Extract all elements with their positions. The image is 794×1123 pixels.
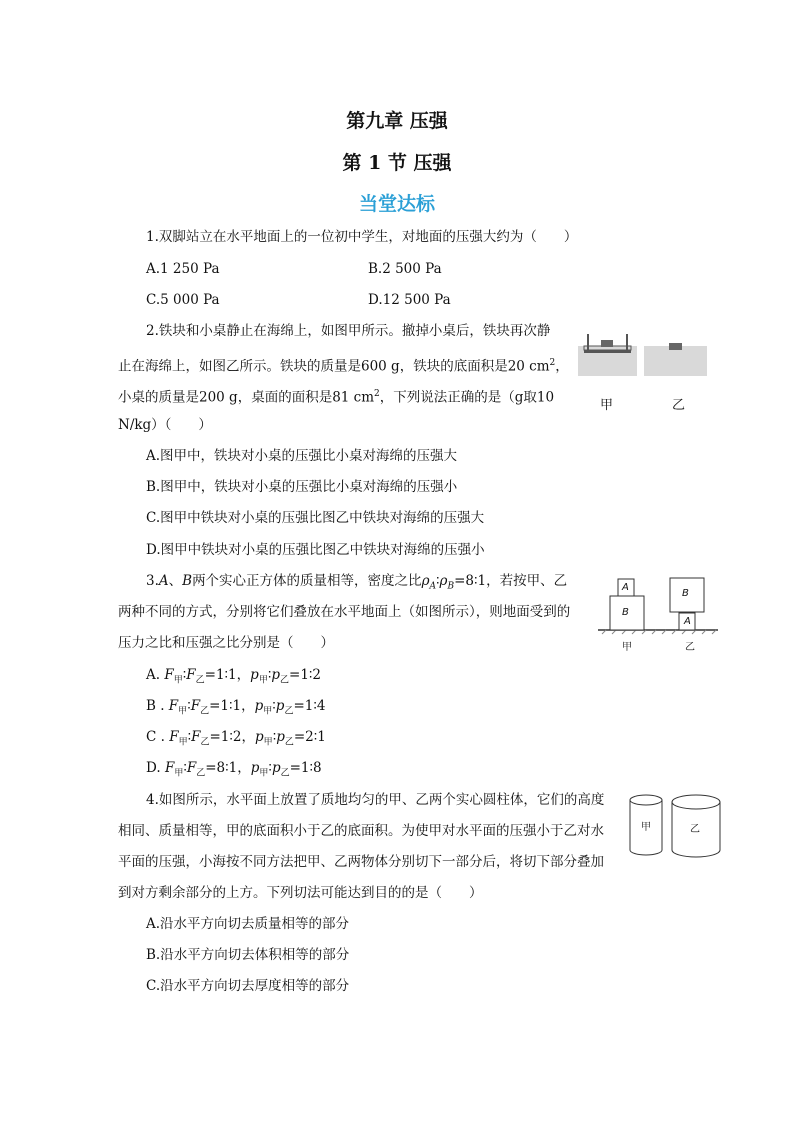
q2-stem-line-4: N/kg）（ ）	[118, 417, 212, 433]
q3-rho-b-sub: B	[447, 581, 455, 592]
q2-stem-line-2-tail: ，	[555, 358, 569, 375]
q3-option-c-colon1: ∶	[187, 729, 192, 745]
q1-stem: 1.双脚站立在水平地面上的一位初中学生，对地面的压强大约为（ ）	[146, 229, 578, 245]
q3-option-a	[146, 666, 321, 690]
q3-block-label-b-jia: B	[622, 607, 629, 618]
q3-option-b-colon1: ∶	[187, 698, 191, 714]
q3-figure	[596, 574, 720, 636]
q3-option-a-p2: p	[271, 667, 280, 683]
table-leg-right	[626, 334, 628, 350]
sponge-yi	[644, 346, 707, 376]
q3-option-a-sub-yi: 乙	[195, 675, 205, 686]
q3-option-d-f-ratio: =8∶1，	[205, 760, 251, 776]
q3-option-b-f1: F	[168, 698, 179, 714]
q3-option-b-sub-yi: 乙	[200, 706, 210, 717]
chapter-title: 第九章 压强	[346, 110, 448, 132]
q3-option-c-sub-jia: 甲	[178, 737, 188, 748]
q1-option-d: D.12 500 Pa	[368, 292, 451, 308]
q3-option-b-psub-yi: 乙	[284, 706, 294, 717]
q3-option-b-p-ratio: =1∶4	[293, 698, 326, 714]
q2-option-a: A.图甲中，铁块对小桌的压强比小桌对海绵的压强大	[146, 448, 458, 464]
q3-option-d-sub-yi: 乙	[196, 768, 206, 779]
q3-option-a-colon2: ∶	[267, 667, 272, 683]
q3-stem-text: 两个实心正方体的质量相等，密度之比	[192, 573, 422, 589]
q4-option-b: B.沿水平方向切去体积相等的部分	[146, 947, 350, 963]
q3-fig-label-jia: 甲	[622, 642, 632, 653]
q3-option-a-psub-yi: 乙	[280, 675, 290, 686]
q2-stem-line-1: 2.铁块和小桌静止在海绵上，如图甲所示。撤掉小桌后，铁块再次静	[146, 323, 551, 339]
q3-fig-label-yi: 乙	[685, 642, 695, 653]
q3-option-a-f2: F	[186, 667, 196, 683]
q3-option-d-colon1: ∶	[183, 760, 187, 776]
q3-option-d-p2: p	[271, 760, 281, 776]
q4-stem-line-3: 平面的压强，小海按不同方法把甲、乙两物体分别切下一部分后，将切下部分叠加	[118, 854, 604, 870]
q3-option-b-f-ratio: =1∶1，	[209, 698, 255, 714]
table-leg-left	[587, 334, 589, 350]
q2-fig-label-jia: 甲	[600, 398, 614, 413]
q3-option-d-f1: F	[164, 760, 175, 776]
q3-option-b-psub-jia: 甲	[263, 706, 273, 717]
q3-option-c-f-ratio: =1∶2，	[209, 729, 256, 745]
q1-option-a: A.1 250 Pa	[146, 261, 220, 277]
q3-option-b-f2: F	[190, 698, 201, 714]
q3-option-d-colon2: ∶	[268, 760, 272, 776]
q4-option-c: C.沿水平方向切去厚度相等的部分	[146, 978, 350, 994]
q3-stem-line-2: 两种不同的方式，分别将它们叠放在水平地面上（如图所示），则地面受到的	[118, 604, 571, 620]
q4-stem-line-1: 4.如图所示，水平面上放置了质地均匀的甲、乙两个实心圆柱体，它们的高度	[146, 792, 605, 808]
q3-option-a-sub-jia: 甲	[173, 675, 183, 686]
lesson-title: 第 1 节 压强	[342, 152, 452, 174]
q3-option-a-p1: p	[250, 667, 259, 683]
q3-option-c-p2: p	[276, 729, 285, 745]
q3-option-a-f-ratio: =1∶1，	[204, 667, 251, 683]
q3-option-c	[146, 728, 326, 752]
q3-option-b-sub-jia: 甲	[178, 706, 188, 717]
q2-sup-2: 2	[374, 389, 380, 399]
q3-option-c-sub-yi: 乙	[200, 737, 210, 748]
q3-option-d	[146, 759, 322, 783]
q3-rho-a: ρ	[421, 573, 430, 589]
q3-stem-line-1	[146, 572, 567, 596]
q3-option-c-psub-jia: 甲	[263, 737, 273, 748]
q4-stem-line-4: 到对方剩余部分的上方。下列切法可能达到目的的是（ ）	[118, 885, 483, 901]
q2-option-d: D.图甲中铁块对小桌的压强比图乙中铁块对海绵的压强小	[146, 542, 485, 558]
q3-option-d-f2: F	[186, 760, 197, 776]
q3-option-c-p-ratio: =2∶1	[293, 729, 326, 745]
q3-option-d-p1: p	[250, 760, 260, 776]
q3-num: 3.	[146, 573, 159, 589]
q2-figure	[576, 328, 710, 380]
q3-rho-b: ρ	[439, 573, 448, 589]
q2-stem-line-3-text: 小桌的质量是200 g，桌面的面积是81 cm	[118, 389, 375, 406]
q3-option-a-psub-jia: 甲	[258, 675, 268, 686]
q3-option-d-prefix: D.	[146, 760, 165, 776]
q4-fig-label-jia: 甲	[641, 822, 651, 833]
q3-sep: 、	[168, 573, 183, 589]
q3-option-b	[146, 697, 325, 721]
iron-block-yi	[669, 343, 682, 350]
q2-stem-line-2	[118, 354, 569, 376]
q3-option-c-prefix: C .	[146, 729, 170, 745]
q3-option-c-colon2: ∶	[272, 729, 277, 745]
q1-option-b: B.2 500 Pa	[368, 261, 442, 277]
q3-stem-line-3: 压力之比和压强之比分别是（ ）	[118, 635, 334, 651]
q3-block-label-a-yi: A	[684, 616, 691, 627]
q3-option-d-psub-jia: 甲	[259, 768, 269, 779]
q2-option-c: C.图甲中铁块对小桌的压强比图乙中铁块对海绵的压强大	[146, 510, 485, 526]
q4-option-a: A.沿水平方向切去质量相等的部分	[146, 916, 350, 932]
q3-var-b: B	[182, 573, 193, 589]
q3-rho-a-sub: A	[429, 581, 436, 592]
q3-option-c-f2: F	[191, 729, 201, 745]
q2-stem-line-3-tail: ，下列说法正确的是（g取10	[379, 389, 555, 406]
q2-sup-1: 2	[549, 358, 556, 368]
q3-block-label-b-yi: B	[682, 588, 689, 599]
q3-option-c-p1: p	[255, 729, 264, 745]
q3-option-c-f1: F	[169, 729, 179, 745]
q3-option-a-f1: F	[164, 667, 174, 683]
q3-option-a-colon1: ∶	[182, 667, 187, 683]
q2-option-b: B.图甲中，铁块对小桌的压强比小桌对海绵的压强小	[146, 479, 458, 495]
q3-colon: ∶	[436, 573, 440, 589]
q2-stem-line-2-text: 止在海绵上，如图乙所示。铁块的质量是600 g，铁块的底面积是20 cm	[118, 358, 550, 375]
q4-fig-label-yi: 乙	[690, 824, 700, 835]
q4-stem-line-2: 相同、质量相等，甲的底面积小于乙的底面积。为使甲对水平面的压强小于乙对水	[118, 823, 604, 839]
q3-var-a: A	[158, 573, 169, 589]
q3-option-a-p-ratio: =1∶2	[289, 667, 322, 683]
q3-option-d-psub-yi: 乙	[280, 768, 290, 779]
q3-option-a-prefix: A.	[146, 667, 165, 683]
q3-option-d-p-ratio: =1∶8	[289, 760, 322, 776]
q3-ratio: =8∶1，若按甲、乙	[454, 573, 568, 589]
q3-block-label-a-jia: A	[622, 582, 629, 593]
q3-option-b-p1: p	[254, 698, 264, 714]
q3-option-c-psub-yi: 乙	[284, 737, 294, 748]
q3-option-b-prefix: B .	[146, 698, 169, 714]
q2-fig-label-yi: 乙	[672, 398, 686, 413]
q1-option-c: C.5 000 Pa	[146, 292, 220, 308]
section-title: 当堂达标	[358, 193, 435, 215]
iron-block-jia	[601, 340, 613, 347]
q3-option-b-colon2: ∶	[272, 698, 276, 714]
q3-option-d-sub-jia: 甲	[174, 768, 184, 779]
q2-stem-line-3	[118, 385, 554, 407]
q3-option-b-p2: p	[275, 698, 285, 714]
